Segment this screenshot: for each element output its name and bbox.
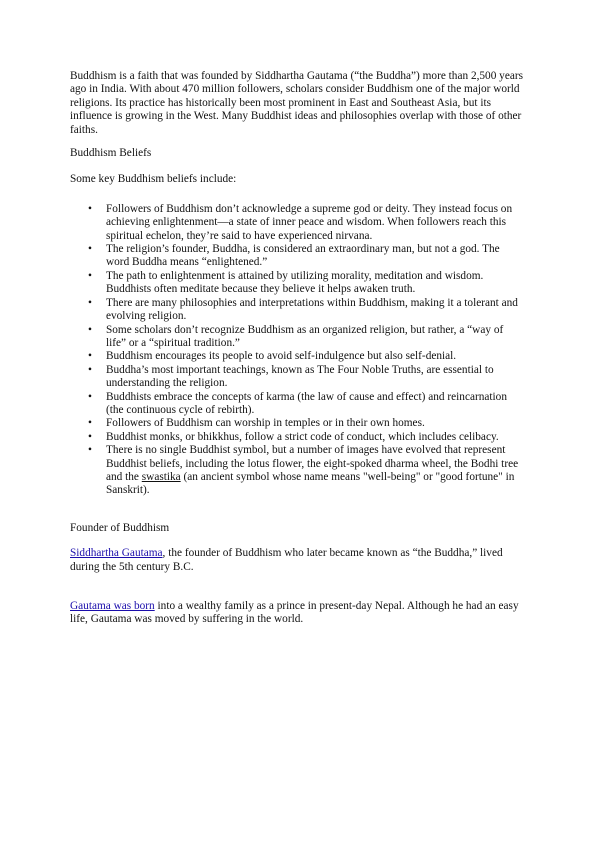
- bullet-icon: •: [88, 444, 92, 457]
- list-item: [70, 431, 525, 444]
- bullet-icon: •: [88, 430, 92, 443]
- list-item: [70, 391, 525, 418]
- siddhartha-gautama-link[interactable]: Siddhartha Gautama: [70, 547, 163, 560]
- list-item-text: Buddha’s most important teachings, known as The Four Noble Truths, are essential to understanding the religion.: [106, 363, 494, 390]
- intro-paragraph: Buddhism is a faith that was founded by Siddhartha Gautama (“the Buddha”) more than 2,500 years ago in India. With about 470 million followers, scholars consider Buddhism one of the major world religions. Its practice has historically been most prominent in East and Southeast Asia, but its influence is growing in the West. Many Buddhist ideas and philosophies overlap with those of other faiths.: [70, 70, 524, 136]
- founder-paragraph-2-text: into a wealthy family as a prince in present-day Nepal. Although he had an easy life, Gautama was moved by suffering in the world.: [70, 600, 519, 626]
- bullet-icon: •: [88, 296, 92, 309]
- list-item-text: Buddhism encourages its people to avoid self-indulgence but also self-denial.: [106, 350, 457, 363]
- beliefs-lead: Some key Buddhism beliefs include:: [70, 173, 237, 186]
- list-item-text: Buddhist monks, or bhikkhus, follow a strict code of conduct, which includes celibacy.: [106, 430, 499, 443]
- list-item: [70, 417, 525, 430]
- bullet-icon: •: [88, 323, 92, 336]
- bullet-icon: •: [88, 243, 92, 256]
- beliefs-list: [70, 203, 525, 498]
- list-item: [70, 324, 525, 351]
- list-item-text: Buddhists embrace the concepts of karma (the law of cause and effect) and reincarnation (the continuous cycle of rebirth).: [106, 390, 507, 416]
- list-item: [70, 297, 525, 324]
- bullet-icon: •: [88, 390, 92, 403]
- founder-paragraph-2: [70, 600, 525, 627]
- beliefs-heading: Buddhism Beliefs: [70, 147, 152, 160]
- list-item-text: Some scholars don’t recognize Buddhism as an organized religion, but rather, a “way of life” or a “spiritual tradition.”: [106, 323, 504, 349]
- gautama-was-born-link[interactable]: Gautama was born: [70, 600, 155, 612]
- list-item: [70, 444, 525, 498]
- bullet-icon: •: [88, 363, 92, 376]
- bullet-icon: •: [88, 417, 92, 430]
- list-item: [70, 350, 525, 363]
- list-item: [70, 243, 525, 270]
- list-item: [70, 270, 525, 297]
- founder-paragraph-1: [70, 547, 525, 574]
- founder-heading: Founder of Buddhism: [70, 521, 170, 534]
- list-item: [70, 364, 525, 391]
- list-item: [70, 203, 525, 243]
- list-item-text: Followers of Buddhism can worship in temples or in their own homes.: [106, 417, 425, 430]
- document-page: [70, 70, 525, 627]
- list-item-text: Followers of Buddhism don’t acknowledge a supreme god or deity. They instead focus on achieving enlightenment—a state of inner peace and wisdom. When followers reach this spiritual echelon, they’re said to have experienced nirvana.: [106, 202, 513, 242]
- list-item-text: The religion’s founder, Buddha, is considered an extraordinary man, but not a god. The word Buddha means “enlightened.”: [106, 243, 500, 269]
- list-item-text: The path to enlightenment is attained by utilizing morality, meditation and wisdom. Buddhists often meditate because they believe it helps awaken truth.: [106, 269, 484, 296]
- founder-paragraph-1-text: , the founder of Buddhism who later became known as “the Buddha,” lived during the 5th century B.C.: [70, 547, 503, 573]
- list-item-text: There are many philosophies and interpretations within Buddhism, making it a tolerant and evolving religion.: [106, 296, 518, 323]
- list-item-text-before: There is no single Buddhist symbol, but a number of images have evolved that represent Buddhist beliefs, including the lotus flower, the eight-spoked dharma wheel, the Bodhi tree and the: [106, 444, 519, 483]
- bullet-icon: •: [88, 269, 92, 282]
- list-item-text-after: (an ancient symbol whose name means "well-being" or "good fortune" in Sanskrit).: [106, 470, 515, 497]
- swastika-link[interactable]: swastika: [141, 470, 181, 483]
- bullet-icon: •: [88, 350, 92, 363]
- bullet-icon: •: [88, 202, 92, 215]
